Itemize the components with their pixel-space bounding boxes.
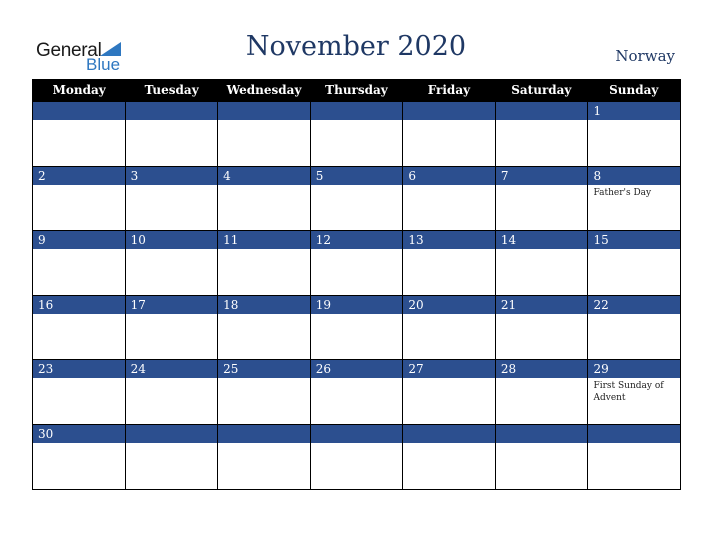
- day-number: 30: [38, 426, 54, 441]
- day-cell: [588, 296, 680, 361]
- day-number: 24: [130, 362, 146, 376]
- day-cell: [33, 231, 126, 296]
- logo-word-general: General: [36, 40, 102, 61]
- day-cell: [403, 102, 496, 167]
- day-number: 5: [315, 168, 324, 183]
- day-cell: [33, 425, 126, 490]
- day-cell: [126, 167, 219, 232]
- day-cell: [403, 167, 496, 232]
- day-header-bar: [311, 167, 403, 185]
- week-row: [33, 231, 680, 296]
- day-cell: [403, 296, 496, 361]
- day-header-bar: [403, 102, 495, 120]
- day-cell: [311, 231, 404, 296]
- day-header-bar: [126, 102, 218, 120]
- day-header-bar: [588, 102, 680, 120]
- day-cell: [311, 296, 404, 361]
- day-number: 4: [223, 168, 231, 183]
- day-number: 11: [223, 233, 239, 247]
- day-number: 23: [38, 362, 54, 376]
- weekday-header-tuesday: Tuesday: [144, 83, 199, 97]
- day-header-bar: [403, 425, 495, 443]
- day-header-bar: [33, 102, 125, 120]
- day-header-bar: [496, 167, 588, 185]
- weekday-header-saturday: Saturday: [511, 83, 572, 97]
- day-cell: [496, 102, 589, 167]
- day-number: 14: [500, 233, 517, 247]
- day-cell: [496, 231, 589, 296]
- day-header-bar: [33, 167, 125, 185]
- logo-word-blue: Blue: [86, 55, 121, 74]
- day-header-bar: [311, 425, 403, 443]
- day-number: 13: [408, 233, 424, 247]
- day-number: 28: [500, 362, 517, 376]
- day-number: 17: [130, 297, 146, 312]
- day-number: 22: [593, 297, 609, 312]
- day-number: 1: [593, 104, 602, 118]
- weekday-header-wednesday: Wednesday: [226, 83, 302, 97]
- day-cell: [218, 102, 311, 167]
- day-header-bar: [126, 425, 218, 443]
- day-header-bar: [403, 167, 495, 185]
- day-cell: [33, 102, 126, 167]
- day-cell: [126, 425, 219, 490]
- day-number: 12: [315, 233, 332, 247]
- weekday-header-monday: Monday: [52, 83, 106, 97]
- day-cell: [496, 425, 589, 490]
- day-number: 29: [593, 362, 609, 376]
- day-cell: [218, 360, 311, 425]
- day-number: 3: [130, 168, 139, 183]
- day-cell: [218, 296, 311, 361]
- day-number: 16: [38, 297, 54, 312]
- day-header-bar: [496, 102, 588, 120]
- day-cell: [496, 360, 589, 425]
- day-number: 18: [223, 297, 239, 312]
- calendar-title: November 2020: [245, 31, 467, 62]
- weekday-header-sunday: Sunday: [609, 83, 659, 97]
- day-cell: [588, 231, 680, 296]
- day-number: 26: [315, 362, 332, 376]
- day-cell: [218, 425, 311, 490]
- day-number: 10: [130, 233, 146, 247]
- day-header-bar: [588, 425, 680, 443]
- day-cell: [588, 167, 680, 232]
- day-cell: [588, 102, 680, 167]
- day-header-bar: [218, 102, 310, 120]
- weeks-container: [33, 102, 680, 489]
- day-number: 25: [223, 362, 239, 376]
- day-cell: [588, 360, 680, 425]
- week-row: [33, 167, 680, 232]
- day-cell: [218, 231, 311, 296]
- day-cell: [403, 425, 496, 490]
- day-cell: [218, 167, 311, 232]
- day-cell: [311, 425, 404, 490]
- day-number: 21: [500, 297, 517, 312]
- day-number: 27: [408, 362, 424, 376]
- day-number: 19: [315, 297, 332, 312]
- day-cell: [126, 102, 219, 167]
- day-number: 6: [408, 168, 416, 183]
- day-cell: [311, 167, 404, 232]
- day-cell: [33, 167, 126, 232]
- day-number: 2: [38, 168, 46, 183]
- day-header-bar: [218, 167, 310, 185]
- day-header-bar: [33, 231, 125, 249]
- day-cell: [496, 167, 589, 232]
- week-row: [33, 296, 680, 361]
- day-event: Father's Day: [593, 187, 652, 198]
- week-row: [33, 425, 680, 490]
- weekday-header-row: [33, 79, 680, 102]
- day-header-bar: [588, 167, 680, 185]
- day-number: 9: [38, 233, 46, 247]
- day-header-bar: [218, 425, 310, 443]
- country-label: Norway: [615, 47, 675, 65]
- day-cell: [588, 425, 680, 490]
- calendar-grid: [32, 79, 681, 490]
- day-cell: [496, 296, 589, 361]
- day-header-bar: [126, 167, 218, 185]
- day-number: 8: [593, 168, 602, 183]
- weekday-header-thursday: Thursday: [325, 83, 388, 97]
- day-cell: [33, 296, 126, 361]
- day-number: 15: [593, 233, 609, 247]
- day-header-bar: [496, 425, 588, 443]
- day-cell: [126, 231, 219, 296]
- day-event: First Sunday of Advent: [593, 381, 664, 403]
- day-number: 20: [408, 297, 424, 312]
- day-number: 7: [500, 168, 509, 183]
- week-row: [33, 102, 680, 167]
- day-cell: [126, 296, 219, 361]
- weekday-header-friday: Friday: [427, 83, 471, 97]
- day-cell: [126, 360, 219, 425]
- day-cell: [403, 360, 496, 425]
- day-cell: [311, 360, 404, 425]
- day-cell: [403, 231, 496, 296]
- day-header-bar: [311, 102, 403, 120]
- week-row: [33, 360, 680, 425]
- day-cell: [311, 102, 404, 167]
- day-cell: [33, 360, 126, 425]
